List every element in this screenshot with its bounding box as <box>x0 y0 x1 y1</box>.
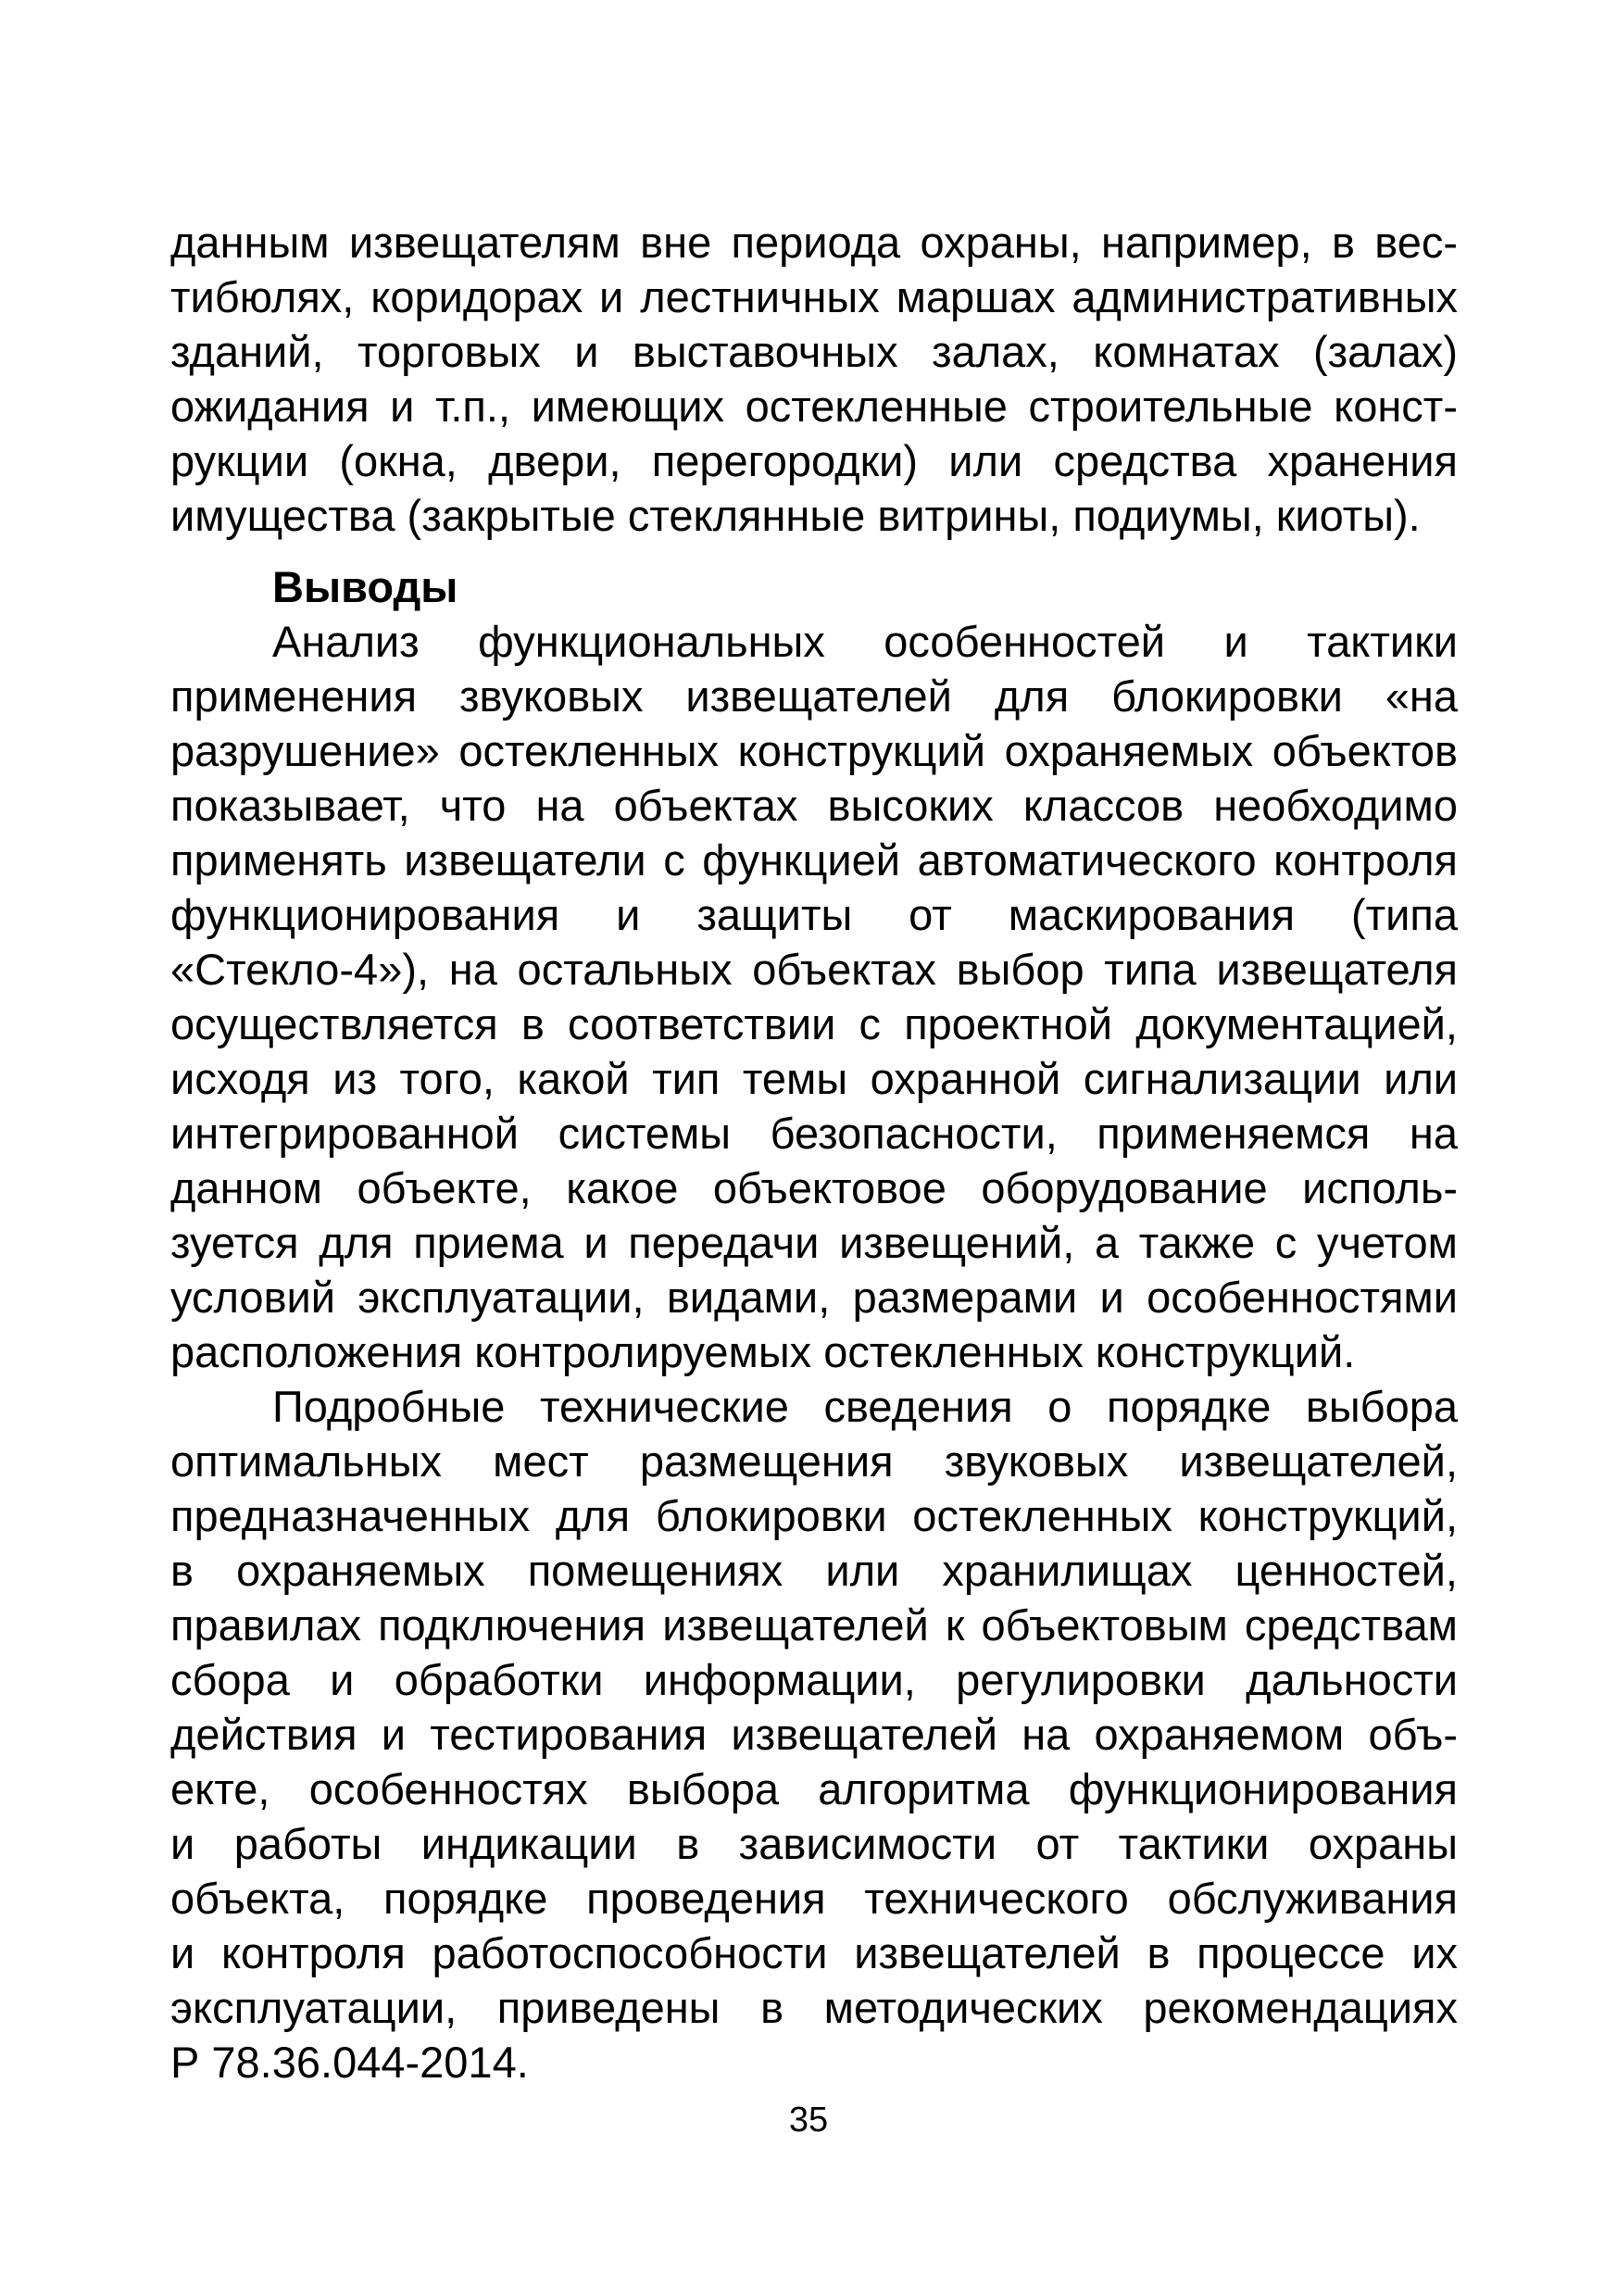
text-line: правилах подключения извещателей к объектовым средствам <box>170 1600 1458 1650</box>
text-line: Р 78.36.044-2014. <box>170 2038 529 2087</box>
text-line: функционирования и защиты от маскирования (типа <box>170 890 1458 939</box>
text-line: предназначенных для блокировки остекленных конструкций, <box>170 1491 1458 1540</box>
text-line: зданий, торговых и выставочных залах, комнатах (залах) <box>170 327 1458 376</box>
intro-paragraph <box>170 215 1458 543</box>
text-line: сбора и обработки информации, регулировки дальности <box>170 1655 1458 1704</box>
text-line: применять извещатели с функцией автоматического контроля <box>170 835 1458 885</box>
text-line: рукции (окна, двери, перегородки) или средства хранения <box>170 436 1458 485</box>
text-line: тибюлях, коридорах и лестничных маршах административных <box>170 272 1458 321</box>
text-line: применения звуковых извещателей для блокировки «на <box>170 671 1458 721</box>
text-line: исходя из того, какой тип темы охранной сигнализации или <box>170 1054 1458 1103</box>
text-line: Подробные технические сведения о порядке выбора <box>272 1382 1458 1431</box>
text-line: интегрированной системы безопасности, применяемся на <box>170 1109 1458 1158</box>
conclusions-paragraph-1 <box>170 614 1458 1379</box>
text-line: объекта, порядке проведения технического обслуживания <box>170 1874 1458 1923</box>
text-line: показывает, что на объектах высоких классов необходимо <box>170 781 1458 830</box>
text-line: данном объекте, какое объектовое оборудование исполь- <box>170 1163 1458 1212</box>
text-line: разрушение» остекленных конструкций охраняемых объектов <box>170 726 1458 775</box>
page-number: 35 <box>788 2101 829 2139</box>
section-heading: Выводы <box>272 562 458 611</box>
paragraph-gap <box>170 543 1458 559</box>
text-line: эксплуатации, приведены в методических рекомендациях <box>170 1983 1458 2032</box>
text-line: ожидания и т.п., имеющих остекленные строительные конст- <box>170 382 1458 431</box>
text-line: екте, особенностях выбора алгоритма функционирования <box>170 1764 1458 1813</box>
text-line: оптимальных мест размещения звуковых извещателей, <box>170 1437 1458 1486</box>
text-line: и работы индикации в зависимости от тактики охраны <box>170 1819 1458 1868</box>
text-line: условий эксплуатации, видами, размерами и особенностями <box>170 1273 1458 1322</box>
text-line: действия и тестирования извещателей на охраняемом объ- <box>170 1710 1458 1759</box>
text-line: «Стекло-4»), на остальных объектах выбор типа извещателя <box>170 945 1458 994</box>
text-line: и контроля работоспособности извещателей в процессе их <box>170 1928 1458 1977</box>
text-line: расположения контролируемых остекленных конструкций. <box>170 1327 1356 1376</box>
body-text <box>170 215 1458 2089</box>
text-line: данным извещателям вне периода охраны, например, в вес- <box>170 218 1458 267</box>
text-line: в охраняемых помещениях или хранилищах ценностей, <box>170 1546 1458 1595</box>
conclusions-paragraph-2 <box>170 1379 1458 2089</box>
text-line: осуществляется в соответствии с проектной документацией, <box>170 999 1458 1048</box>
text-line: имущества (закрытые стеклянные витрины, подиумы, киоты). <box>170 491 1421 540</box>
text-line: Анализ функциональных особенностей и тактики <box>272 617 1458 666</box>
text-line: зуется для приема и передачи извещений, а также с учетом <box>170 1218 1458 1267</box>
